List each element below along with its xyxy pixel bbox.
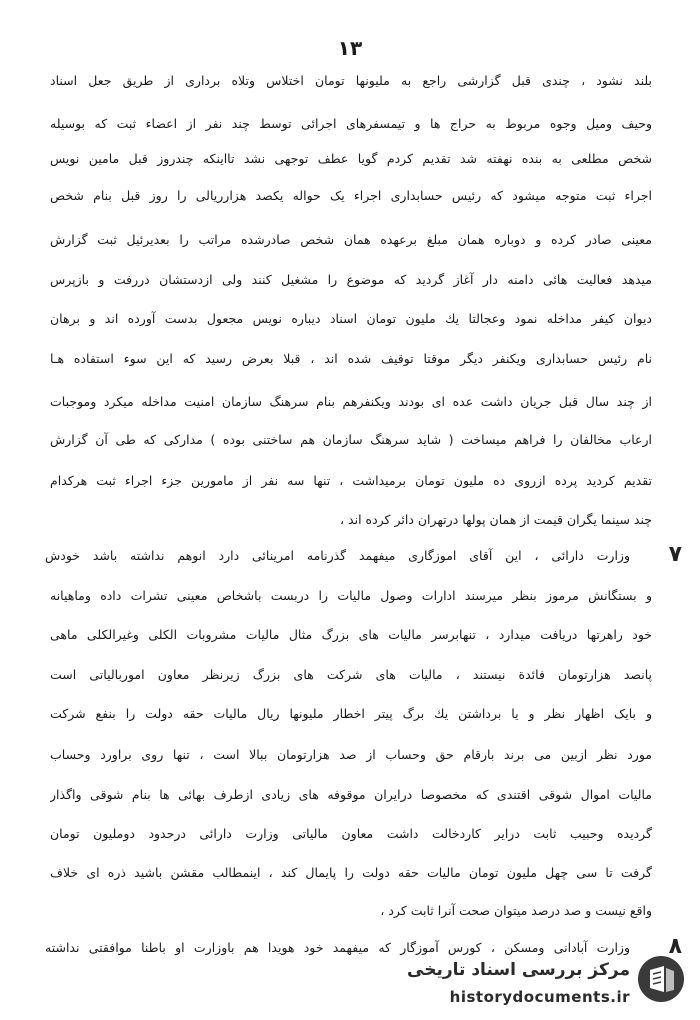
text-line-11: تقدیم کردید پرده ازروی ده ملیون تومان برمیداشت ، تنها سه نفر از مامورین جزء اجراء ثبت هرکدام [50, 473, 652, 488]
text-line-3: شخص مطلعی به بنده نهفته شد تقدیم کردم گویا عطف توجهی نشد تااینکه چندروز قبل مامین نویس [50, 151, 652, 166]
text-line-16: پانصد هزارتومان فائدة نیستند ، مالیات های شرکت های بزرگ زیرنظر معاون اموربالیاتی است [50, 667, 652, 682]
text-line-5: معینی صادر کرده و دوباره همان مبلغ برعهده همان شخص صادرشده مراتب را بعدیرئیل ثبت گزارش [50, 232, 652, 247]
page-number: ۱۳ [337, 36, 363, 60]
text-line-8: نام رئیس حسابداری ویکنفر دیگر موقتا توقیف شده اند ، قبلا بعرض رسید که این سوء استفاده هـا [50, 351, 652, 366]
watermark-url: historydocuments.ir [449, 988, 630, 1006]
text-line-13: وزارت دارائی ، این آقای اموزگاری میفهمد گذرنامه امرینائی دارد انوهم نداشته باشد خودش [45, 548, 630, 563]
text-line-22: واقع نیست و صد درصد میتوان صحت آنرا ثابت کرد ، [380, 903, 652, 918]
watermark-title: مرکز بررسی اسناد تاریخی [407, 960, 630, 980]
text-line-18: مورد نظر ازبین می برند بارقام حق وحساب از صد هزارتومان ببالا است ، تنها روی براورد وحساب [50, 747, 652, 762]
text-line-12: چند سینما یگران قیمت از همان پولها درتهران دائر کرده اند ، [340, 512, 652, 527]
text-line-10: ارعاب مخالفان را فراهم میساخت ( شاید سرهنگ سازمان هم ساختنی بوده ) مدارکی که طی آن گزارش [50, 432, 652, 447]
text-line-14: و بستگانش مرموز بنظر میرسند ادارات وصول مالیات را دربست باشخاص معینی تشرات داده وماهیانه [50, 588, 652, 603]
text-line-7: دیوان کیفر مداخله نمود وعجالتا یك ملیون تومان اسناد دیباره نویس مجعول بدست آورده اند و برهان [50, 311, 652, 326]
text-line-6: میدهد فعالیت هائی دامنه دار آغاز گردید که موضوع را مشغیل کنند ولی ازدستشان دررفت و بازپرس [50, 272, 652, 287]
text-line-19: مالیات اموال شوقی اقتندی که مخصوصا درایران موقوفه های زیادی ازطرف بهائی ها بنام شوقی واگذار [50, 787, 652, 802]
text-line-17: و بایک اظهار نظر و یا برداشتن یك برگ پیتر اخطار ملیونها ریال مالیات حقه دولت را بنفع شرکت [50, 706, 652, 721]
text-line-23: وزارت آبادانی ومسکن ، کورس آموزگار که میفهمد خود هویدا هم باوزارت او باطنا موافقتی نداشته [45, 940, 630, 955]
archive-logo-icon [636, 954, 686, 1004]
marginal-mark-2: ۸ [668, 934, 682, 959]
marginal-mark-1: ۷ [668, 542, 682, 567]
text-line-2: وحیف ومیل وجوه مربوط به حراج ها و تیمسفرهای اجرائی توسط چند نفر از اعضاء ثبت که بوسیله [50, 116, 652, 131]
text-line-1: بلند نشود ، چندی قبل گزارشی راجع به ملیونها تومان اختلاس وتلاه برداری از طریق جعل اسناد [50, 73, 652, 88]
text-line-21: گرفت تا سی چهل ملیون تومان مالیات حقه دولت را پایمال کند ، اینمطالب مقشن باشید ذره ای خلاف [50, 865, 652, 880]
text-line-20: گردیده وحبیب ثابت درایر کاردخالت داشت معاون مالیاتی وزارت دارائی درحدود دوملیون تومان [50, 826, 652, 841]
text-line-9: از چند سال قبل جریان داشت عده ای بودند ویکنفرهم بنام سرهنگ سازمان امنیت مداخله میکرد وموجبات [50, 394, 652, 409]
text-line-4: اجراء ثبت متوجه میشود که رئیس حسابداری اجراء یک حواله یکصد هزارریالی را روز قبل بنام شخص [50, 188, 652, 203]
watermark [384, 950, 686, 1012]
text-line-15: خود راهرتها دریافت میدارد ، تنهابرسر مالیات های بزرگ مثال مالیات مشروبات الکلی وغیرالکلی ماهی [50, 627, 652, 642]
